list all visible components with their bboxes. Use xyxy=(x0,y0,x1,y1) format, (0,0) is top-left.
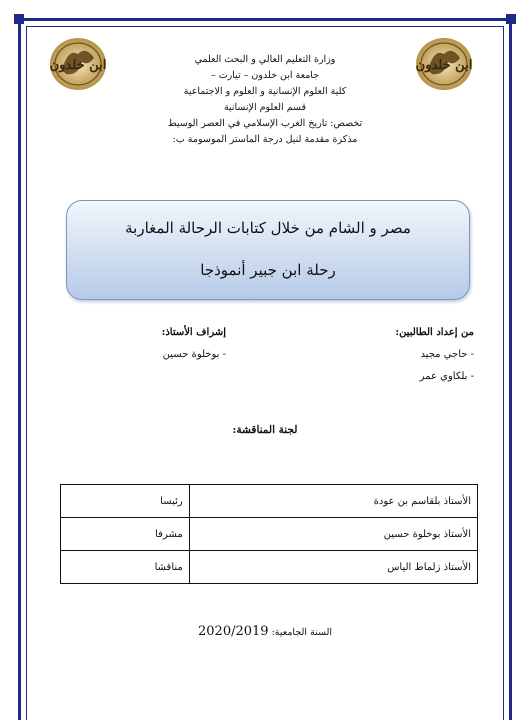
academic-year-value: 2020/2019 xyxy=(198,624,269,639)
committee-member-name: الأستاذ بلقاسم بن عودة xyxy=(189,485,477,518)
committee-member-role: مشرفا xyxy=(61,518,190,551)
institution-header xyxy=(120,52,410,148)
student-name: - حاجي مجيد xyxy=(420,349,474,360)
ministry-name: وزارة التعليم العالي و البحث العلمي xyxy=(194,54,336,65)
committee-member-role: رئيسا xyxy=(61,485,190,518)
border-corner-ornament xyxy=(506,14,516,24)
thesis-subtitle: رحلة ابن جبير أنموذجا xyxy=(200,261,336,279)
supervision-section xyxy=(56,322,226,366)
students-heading: من إعداد الطالبين: xyxy=(395,327,474,338)
academic-year xyxy=(0,624,530,639)
committee-heading: لجنة المناقشة: xyxy=(232,424,298,436)
committee-member-role: مناقشا xyxy=(61,551,190,584)
faculty-name: كلية العلوم الإنسانية و العلوم و الاجتماعية xyxy=(183,86,347,97)
university-name: جامعة ابن خلدون – تيارت – xyxy=(210,70,320,81)
thesis-title: مصر و الشام من خلال كتابات الرحالة المغاربة xyxy=(125,219,411,237)
department-name: قسم العلوم الإنسانية xyxy=(223,102,307,113)
supervision-heading: إشراف الأستاذ: xyxy=(161,327,226,338)
students-section xyxy=(274,322,474,388)
border-corner-ornament xyxy=(14,14,24,24)
svg-text:ابن خلدون: ابن خلدون xyxy=(49,58,107,73)
university-logo-icon xyxy=(414,36,474,92)
university-logo-icon xyxy=(48,36,108,92)
student-name: - بلكاوي عمر xyxy=(419,371,474,382)
thesis-intro: مذكرة مقدمة لنيل درجة الماستر الموسومة ب: xyxy=(172,134,358,145)
table-row xyxy=(61,551,478,584)
committee-member-name: الأستاذ زلماط الياس xyxy=(189,551,477,584)
supervisor-name: - بوخلوة حسين xyxy=(162,349,226,360)
thesis-title-box xyxy=(66,200,470,300)
svg-text:ابن خلدون: ابن خلدون xyxy=(415,58,473,73)
committee-table xyxy=(60,484,478,584)
table-row xyxy=(61,518,478,551)
academic-year-label: السنة الجامعية: xyxy=(271,627,332,638)
table-row xyxy=(61,485,478,518)
committee-member-name: الأستاذ بوخلوة حسين xyxy=(189,518,477,551)
specialization: تخصص: تاريخ الغرب الإسلامي في العصر الوسيط xyxy=(167,118,363,129)
